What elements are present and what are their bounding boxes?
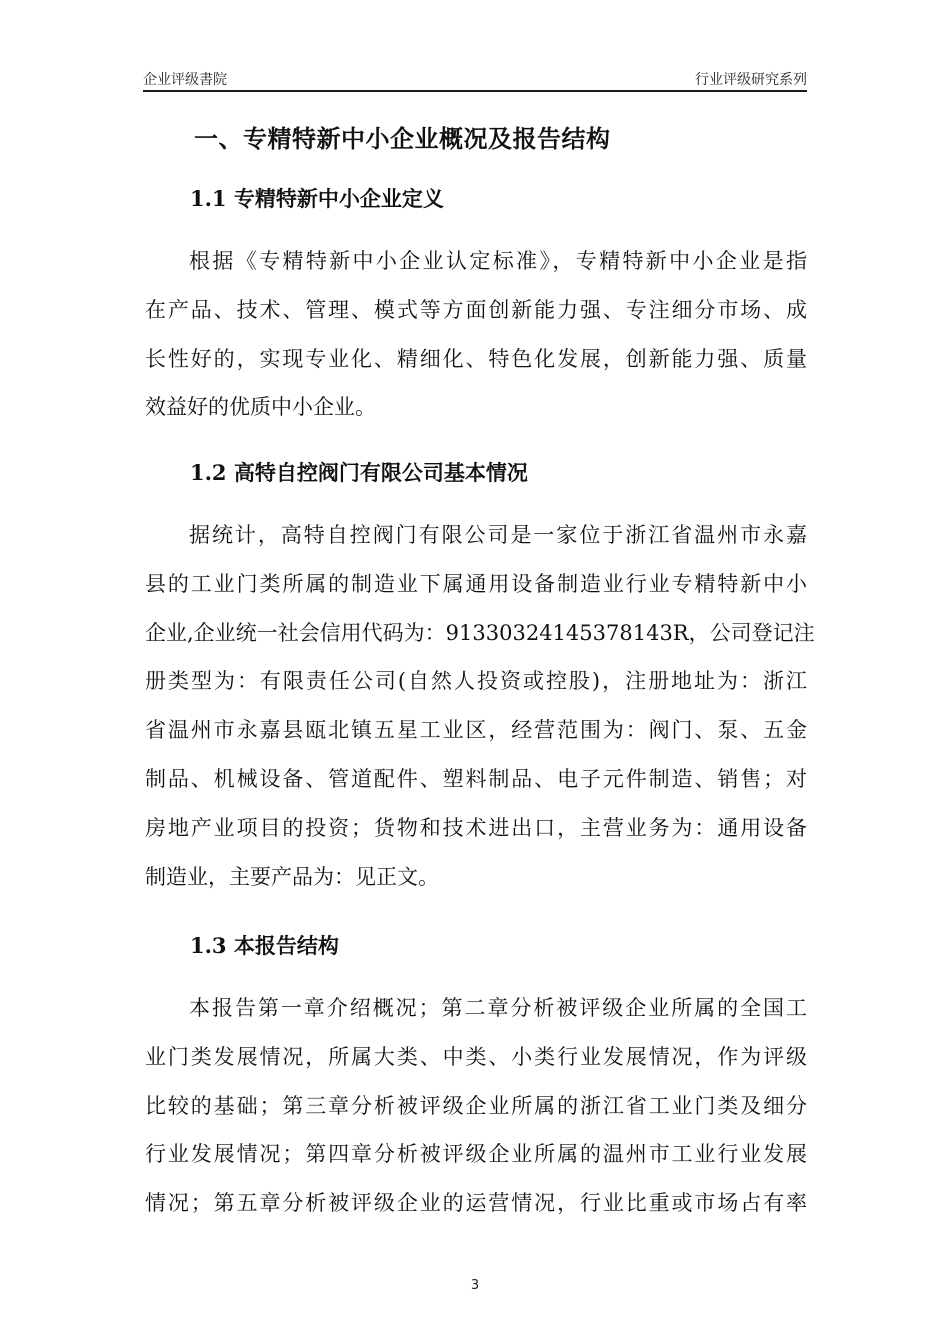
paragraph-line: 根据《专精特新中小企业认定标准》，专精特新中小企业是指 xyxy=(189,249,807,273)
paragraph-line: 业门类发展情况，所属大类、中类、小类行业发展情况，作为评级 xyxy=(145,1044,807,1069)
header-publisher: 企业评级書院 xyxy=(143,72,227,88)
chapter-title: 一、专精特新中小企业概况及报告结构 xyxy=(194,124,611,153)
paragraph-line: 行业发展情况；第四章分析被评级企业所属的温州市工业行业发展 xyxy=(145,1142,807,1167)
paragraph-line: 效益好的优质中小企业。 xyxy=(145,395,376,420)
section-title-1-2: 1.2 高特自控阀门有限公司基本情况 xyxy=(190,460,528,485)
paragraph-line: 制造业，主要产品为：见正文。 xyxy=(145,864,439,889)
header-series: 行业评级研究系列 xyxy=(695,72,807,88)
paragraph-line: 省温州市永嘉县瓯北镇五星工业区，经营范围为：阀门、泵、五金 xyxy=(145,718,807,743)
page-number: 3 xyxy=(470,1278,480,1293)
paragraph-line: 制品、机械设备、管道配件、塑料制品、电子元件制造、销售；对 xyxy=(145,766,807,791)
page-header xyxy=(143,66,807,92)
paragraph-line: 长性好的，实现专业化、精细化、特色化发展，创新能力强、质量 xyxy=(145,346,807,371)
paragraph-line: 比较的基础；第三章分析被评级企业所属的浙江省工业门类及细分 xyxy=(145,1093,807,1118)
paragraph-line: 册类型为：有限责任公司(自然人投资或控股)，注册地址为：浙江 xyxy=(145,669,807,694)
section-1-3-paragraph xyxy=(145,984,807,1228)
section-1-2-paragraph xyxy=(145,511,815,901)
paragraph-line: 企业,企业统一社会信用代码为：91330324145378143R，公司登记注 xyxy=(145,620,815,645)
section-1-1-paragraph xyxy=(145,237,807,432)
paragraph-line: 据统计，高特自控阀门有限公司是一家位于浙江省温州市永嘉 xyxy=(189,523,807,547)
paragraph-line: 房地产业项目的投资；货物和技术进出口，主营业务为：通用设备 xyxy=(145,815,807,840)
paragraph-line: 本报告第一章介绍概况；第二章分析被评级企业所属的全国工 xyxy=(189,996,807,1020)
paragraph-line: 县的工业门类所属的制造业下属通用设备制造业行业专精特新中小 xyxy=(145,571,807,596)
paragraph-line: 情况；第五章分析被评级企业的运营情况，行业比重或市场占有率 xyxy=(145,1191,807,1216)
paragraph-line: 在产品、技术、管理、模式等方面创新能力强、专注细分市场、成 xyxy=(145,297,807,322)
section-title-1-1: 1.1 专精特新中小企业定义 xyxy=(190,186,444,211)
section-title-1-3: 1.3 本报告结构 xyxy=(190,933,339,958)
